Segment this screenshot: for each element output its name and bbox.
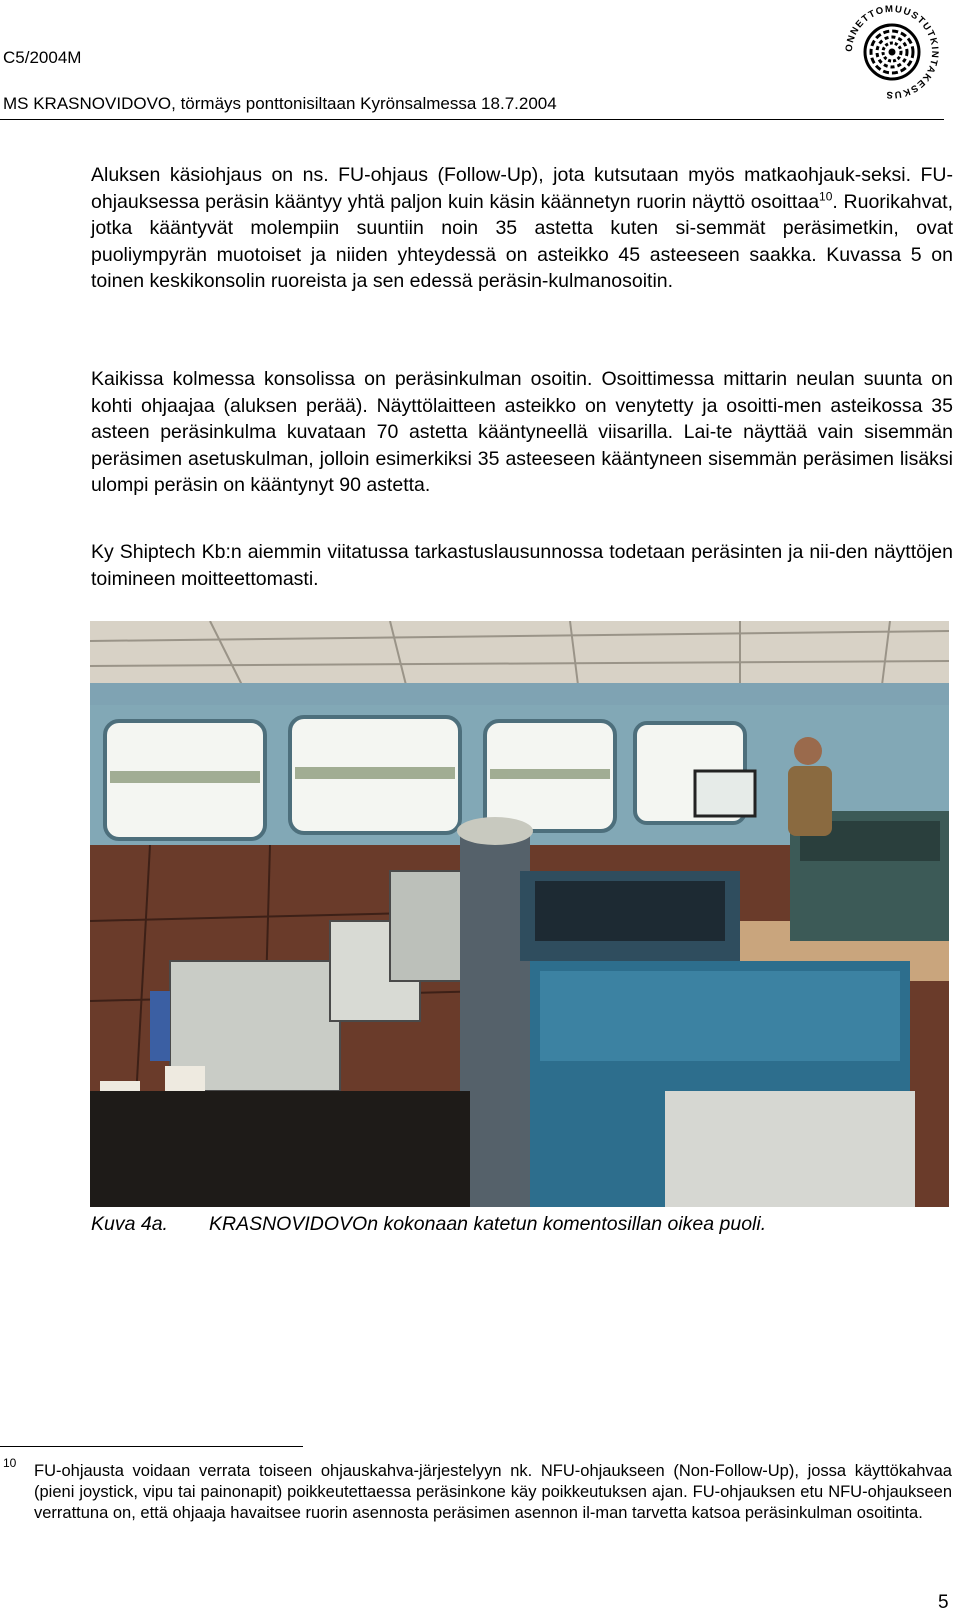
paragraph-fu-steering: [91, 162, 953, 295]
bridge-photo: [90, 621, 949, 1207]
agency-logo-seal: [840, 0, 944, 104]
page-number: 5: [938, 1592, 949, 1613]
figure-label: Kuva 4a.: [91, 1213, 168, 1235]
header-divider: [0, 119, 944, 120]
document-code: C5/2004M: [3, 48, 82, 67]
paragraph-inspection-statement: [91, 539, 953, 592]
paragraph-rudder-indicator-text: Kaikissa kolmessa konsolissa on peräsinkulman osoitin. Osoittimessa mittarin neulan suunta on kohti ohjaajaa (aluksen perää). Näyttölaitteen asteikko on venytetty ja osoitti-men asteikossa 35 asteen peräsinkulma kuvataan 70 astetta kääntyneellä viisarilla. Lai-te näyttää vain sisemmän peräsimen asetuskulman, jolloin esimerkiksi 35 asteeseen kääntyneen sisemmän peräsimen lisäksi ulompi peräsin on kääntynyt 90 astetta.: [91, 368, 953, 496]
footnote-divider: [0, 1446, 303, 1447]
paragraph-fu-steering-part-b: . Ruorikahvat, jotka kääntyvät molempiin suuntiin noin 35 astetta kuten si-semmät peräsimetkin, ovat puoliympyrän muotoiset ja niiden yhteydessä on asteikko 45 asteeseen saakka. Kuvassa 5 on toinen keskikonsolin ruoreista ja sen edessä peräsin-kulmanosoitin.: [91, 190, 953, 292]
paragraph-fu-steering-part-a: Aluksen käsiohjaus on ns. FU-ohjaus (Follow-Up), jota kutsutaan myös matkaohjauk-seksi. FU-ohjauksessa peräsin kääntyy yhtä paljon kuin käsin käännetyn ruorin näyttö osoittaa: [91, 164, 953, 213]
footnote-text: FU-ohjausta voidaan verrata toiseen ohjauskahva-järjestelyyn nk. NFU-ohjaukseen (Non-Follow-Up), jossa käyttökahvaa (pieni joystick, vipu tai painonapit) poikkeutettaessa peräsinkone käy poikkeutuksen ajan. FU-ohjauksen etu NFU-ohjaukseen verrattuna on, että ohjaaja havaitsee ruorin asennosta peräsimen asennon il-man tarvetta katsoa peräsinkulman osoitinta.: [34, 1462, 952, 1522]
paragraph-rudder-indicator: [91, 366, 953, 499]
document-title: MS KRASNOVIDOVO, törmäys ponttonisiltaan Kyrönsalmessa 18.7.2004: [3, 94, 557, 113]
figure-caption: KRASNOVIDOVOn kokonaan katetun komentosillan oikea puoli.: [209, 1213, 767, 1235]
footnote-reference[interactable]: 10: [819, 189, 833, 203]
logo-ring-text: ONNETTOMUUSTUTKINTAKESKUS: [843, 3, 941, 101]
logo-spiral-icon: [865, 25, 919, 79]
paragraph-inspection-statement-text: Ky Shiptech Kb:n aiemmin viitatussa tarkastuslausunnossa todetaan peräsinten ja nii-den näyttöjen toimineen moitteettomasti.: [91, 541, 953, 590]
footnote-number: 10: [3, 1456, 17, 1470]
